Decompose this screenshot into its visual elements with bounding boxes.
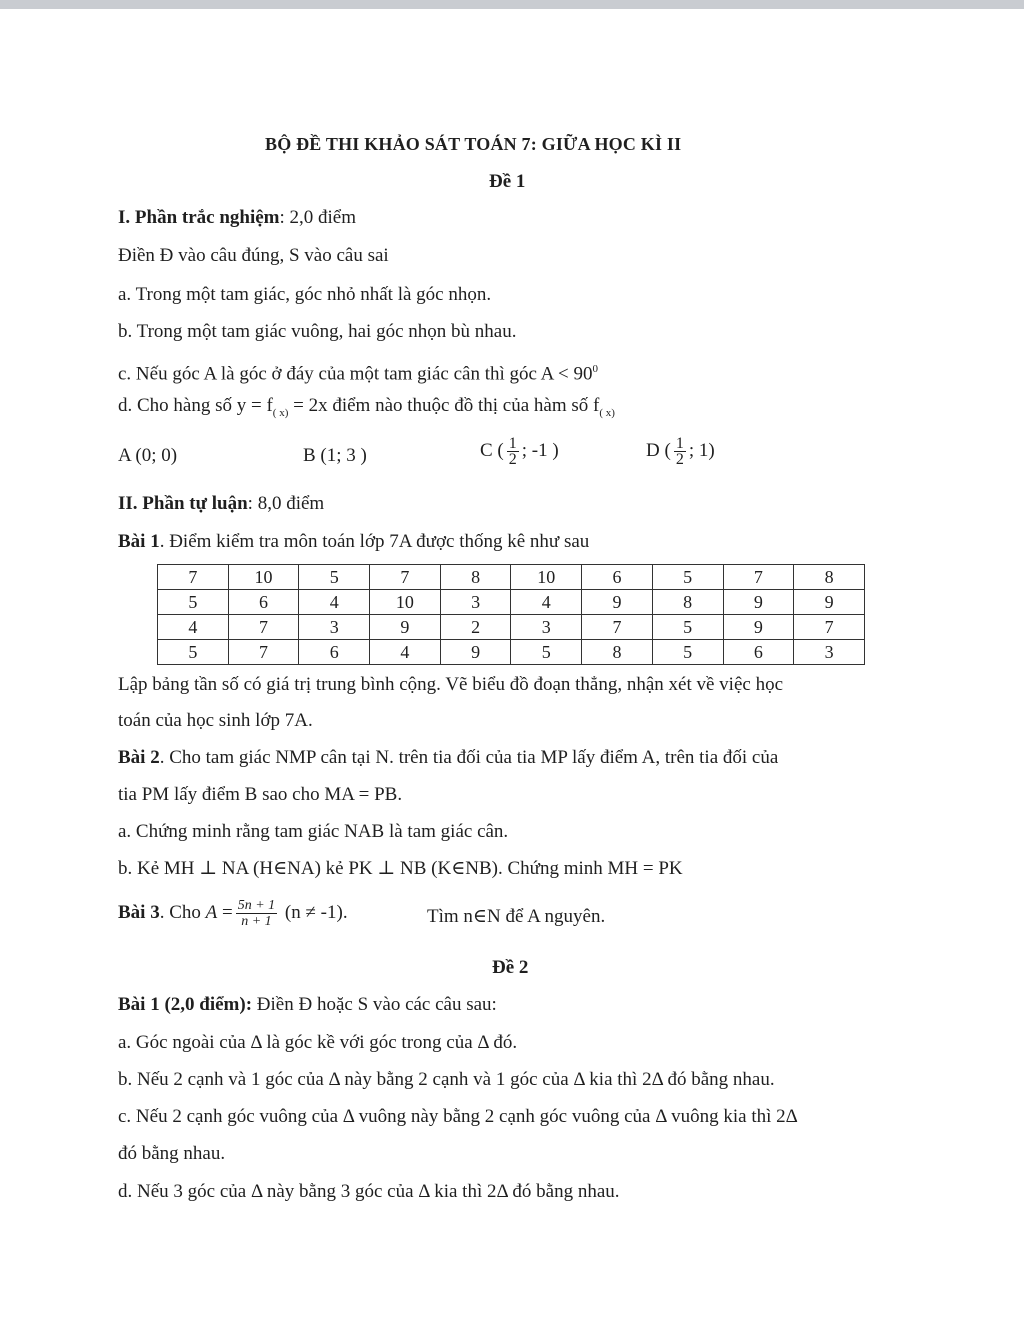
table-cell: 3 bbox=[440, 590, 511, 615]
part2-points: : 8,0 điểm bbox=[247, 493, 325, 514]
item-d-middle: = 2x điểm nào thuộc đồ thị của hàm số f bbox=[288, 395, 600, 416]
table-cell: 5 bbox=[652, 640, 723, 665]
bai1-label: Bài 1 bbox=[118, 531, 160, 552]
table-cell: 6 bbox=[299, 640, 370, 665]
bai3-prefix: . Cho bbox=[159, 901, 206, 923]
part1-heading bbox=[118, 206, 356, 230]
de2-bai1-label: Bài 1 (2,0 điểm): bbox=[118, 994, 253, 1015]
bai1-task-line-2: toán của học sinh lớp 7A. bbox=[118, 710, 313, 731]
bai1-statement bbox=[118, 530, 589, 554]
table-row bbox=[158, 615, 865, 640]
part2-heading bbox=[118, 492, 324, 516]
table-cell: 5 bbox=[652, 565, 723, 590]
bai3-variable-a: A bbox=[205, 901, 218, 923]
part1-points: : 2,0 điểm bbox=[279, 207, 357, 228]
option-d-fraction bbox=[674, 436, 686, 467]
option-c-numerator: 1 bbox=[508, 435, 517, 452]
bai2-text-1: . Cho tam giác NMP cân tại N. trên tia đối của tia MP lấy điểm A, trên tia đối của bbox=[159, 747, 779, 768]
bai3-fraction bbox=[236, 898, 277, 929]
bai3-line bbox=[118, 898, 348, 929]
table-cell: 8 bbox=[794, 565, 865, 590]
table-cell: 4 bbox=[370, 640, 441, 665]
table-cell: 8 bbox=[440, 565, 511, 590]
bai2-line-2: tia PM lấy điểm B sao cho MA = PB. bbox=[118, 784, 403, 805]
table-cell: 3 bbox=[794, 640, 865, 665]
table-cell: 6 bbox=[723, 640, 794, 665]
option-c-fraction bbox=[507, 436, 519, 467]
table-cell: 9 bbox=[370, 615, 441, 640]
option-c bbox=[480, 436, 559, 467]
part1-item-c-text: c. Nếu góc A là góc ở đáy của một tam giác cân thì góc A < 90 bbox=[118, 363, 593, 385]
item-d-prefix: d. Cho hàng số y = f bbox=[118, 395, 273, 416]
bai1-task-line-1: Lập bảng tần số có giá trị trung bình cộng. Vẽ biểu đồ đoạn thẳng, nhận xét về việc học bbox=[118, 674, 783, 695]
table-cell: 10 bbox=[228, 565, 299, 590]
table-cell: 9 bbox=[723, 615, 794, 640]
de2-item-c-line-1: c. Nếu 2 cạnh góc vuông của Δ vuông này bằng 2 cạnh góc vuông của Δ vuông kia thì 2Δ bbox=[118, 1106, 798, 1127]
table-cell: 7 bbox=[158, 565, 229, 590]
table-cell: 4 bbox=[299, 590, 370, 615]
table-cell: 7 bbox=[794, 615, 865, 640]
bai1-text: . Điểm kiểm tra môn toán lớp 7A được thống kê như sau bbox=[159, 531, 590, 552]
table-cell: 8 bbox=[652, 590, 723, 615]
de2-bai1-text: Điền Đ hoặc S vào các câu sau: bbox=[252, 994, 497, 1015]
option-d-prefix: D ( bbox=[646, 439, 671, 461]
bai3-numerator: 5n + 1 bbox=[237, 898, 276, 913]
table-cell: 4 bbox=[158, 615, 229, 640]
part1-instruction: Điền Đ vào câu đúng, S vào câu sai bbox=[118, 245, 389, 266]
table-cell: 7 bbox=[582, 615, 653, 640]
document-title: BỘ ĐỀ THI KHẢO SÁT TOÁN 7: GIỮA HỌC KÌ II bbox=[265, 134, 682, 154]
table-cell: 7 bbox=[228, 615, 299, 640]
part1-item-c bbox=[118, 357, 598, 386]
table-cell: 7 bbox=[370, 565, 441, 590]
table-cell: 9 bbox=[723, 590, 794, 615]
table-cell: 3 bbox=[511, 615, 582, 640]
part1-item-b: b. Trong một tam giác vuông, hai góc nhọn bù nhau. bbox=[118, 321, 517, 342]
table-cell: 7 bbox=[228, 640, 299, 665]
bai3-condition: (n ≠ -1). bbox=[280, 901, 348, 923]
table-row bbox=[158, 590, 865, 615]
option-b: B (1; 3 ) bbox=[303, 445, 367, 466]
part2-label: II. Phần tự luận bbox=[118, 493, 248, 514]
bai2-item-b: b. Kẻ MH ⊥ NA (H∈NA) kẻ PK ⊥ NB (K∈NB). Chứng minh MH = PK bbox=[118, 858, 683, 879]
option-d-numerator: 1 bbox=[675, 435, 684, 452]
bai3-equals: = bbox=[217, 901, 233, 923]
de2-bai1-statement bbox=[118, 993, 497, 1017]
bai2-label: Bài 2 bbox=[118, 747, 160, 768]
bai2-item-a: a. Chứng minh rằng tam giác NAB là tam giác cân. bbox=[118, 821, 509, 842]
de2-item-b: b. Nếu 2 cạnh và 1 góc của Δ này bằng 2 cạnh và 1 góc của Δ kia thì 2Δ đó bằng nhau. bbox=[118, 1069, 775, 1090]
table-cell: 9 bbox=[440, 640, 511, 665]
table-cell: 5 bbox=[158, 640, 229, 665]
item-d-subscript-1: ( x) bbox=[272, 406, 289, 419]
table-cell: 5 bbox=[299, 565, 370, 590]
score-table bbox=[157, 564, 865, 665]
option-d bbox=[646, 436, 715, 467]
bai3-task: Tìm n∈N để A nguyên. bbox=[427, 906, 606, 927]
table-cell: 6 bbox=[582, 565, 653, 590]
table-cell: 8 bbox=[582, 640, 653, 665]
table-cell: 9 bbox=[582, 590, 653, 615]
table-cell: 7 bbox=[723, 565, 794, 590]
bai3-denominator: n + 1 bbox=[241, 914, 272, 929]
part1-item-d bbox=[118, 394, 615, 425]
table-cell: 4 bbox=[511, 590, 582, 615]
de2-item-a: a. Góc ngoài của Δ là góc kề với góc trong của Δ đó. bbox=[118, 1032, 518, 1053]
table-row bbox=[158, 565, 865, 590]
table-cell: 3 bbox=[299, 615, 370, 640]
option-c-denominator: 2 bbox=[508, 451, 517, 468]
part1-label: I. Phần trắc nghiệm bbox=[118, 207, 280, 228]
table-cell: 9 bbox=[794, 590, 865, 615]
table-cell: 10 bbox=[370, 590, 441, 615]
de2-heading: Đề 2 bbox=[492, 957, 529, 978]
option-a: A (0; 0) bbox=[118, 445, 178, 466]
option-c-suffix: ; -1 ) bbox=[521, 439, 559, 461]
table-cell: 5 bbox=[158, 590, 229, 615]
part1-item-a: a. Trong một tam giác, góc nhỏ nhất là góc nhọn. bbox=[118, 284, 492, 305]
degree-mark: 0 bbox=[592, 363, 599, 375]
table-cell: 10 bbox=[511, 565, 582, 590]
bai3-label: Bài 3 bbox=[118, 901, 160, 923]
table-cell: 6 bbox=[228, 590, 299, 615]
table-cell: 2 bbox=[440, 615, 511, 640]
de1-heading: Đề 1 bbox=[489, 171, 526, 192]
option-c-prefix: C ( bbox=[480, 439, 504, 461]
option-d-denominator: 2 bbox=[675, 451, 684, 468]
de2-item-d: d. Nếu 3 góc của Δ này bằng 3 góc của Δ kia thì 2Δ đó bằng nhau. bbox=[118, 1181, 620, 1202]
item-d-subscript-2: ( x) bbox=[599, 406, 615, 419]
table-row bbox=[158, 640, 865, 665]
option-d-suffix: ; 1) bbox=[688, 439, 715, 461]
de2-item-c-line-2: đó bằng nhau. bbox=[118, 1143, 226, 1164]
table-cell: 5 bbox=[652, 615, 723, 640]
table-cell: 5 bbox=[511, 640, 582, 665]
bai2-line-1 bbox=[118, 746, 778, 770]
